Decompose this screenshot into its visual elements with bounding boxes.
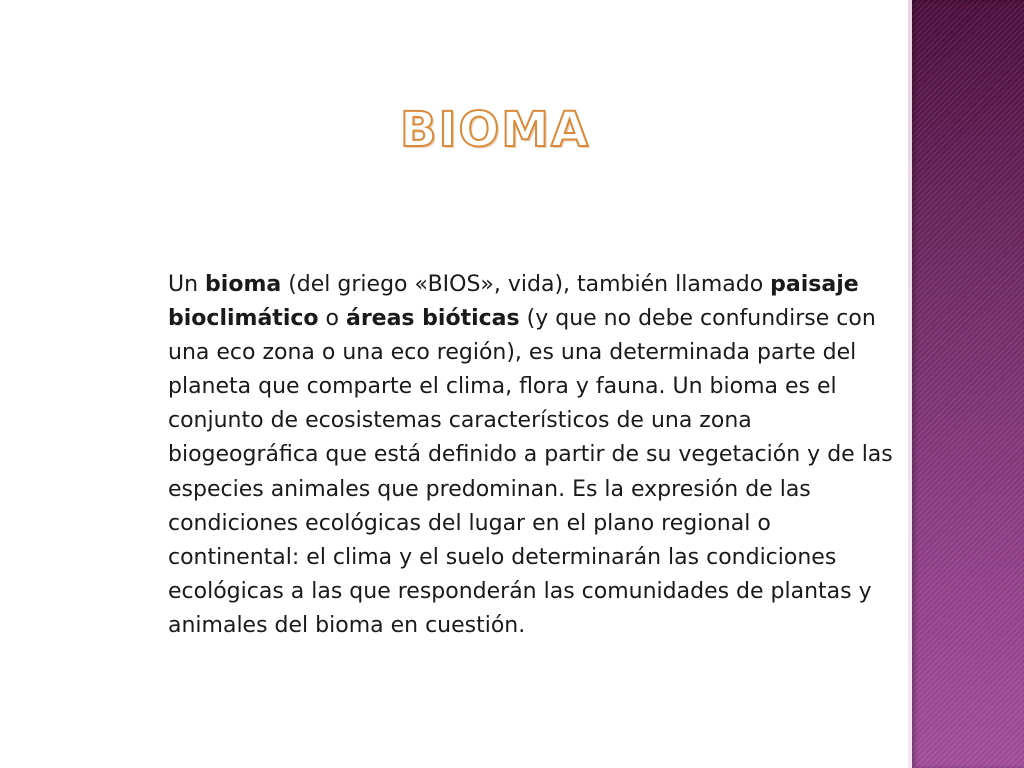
decorative-sidebar [912,0,1024,768]
body-paragraph [168,268,903,643]
text-run: Un [168,272,206,297]
slide-title: BIOMA [400,102,591,158]
term-bioma: bioma [205,272,282,297]
text-run: (y que no debe confundirse con una eco zona o una eco región), es una determinada parte del planeta que comparte el clima, flora y fauna. Un bioma es el conjunto de ecosistemas característicos de una zona biogeográfica que está definido a partir de su vegetación y de las especies animales que predominan. Es la expresión de las condiciones ecológicas del lugar en el plano regional o continental: el clima y el suelo determinarán las condiciones ecológicas a las que responderán las comunidades de plantas y animales del bioma en cuestión. [168,306,893,638]
term-areas-bioticas: áreas bióticas [345,306,520,332]
text-run: o [318,306,346,332]
term-paisaje-bioclimatico: paisaje bioclimático [168,272,859,332]
text-run: (del griego «BIOS», vida), también llamado [281,272,771,297]
